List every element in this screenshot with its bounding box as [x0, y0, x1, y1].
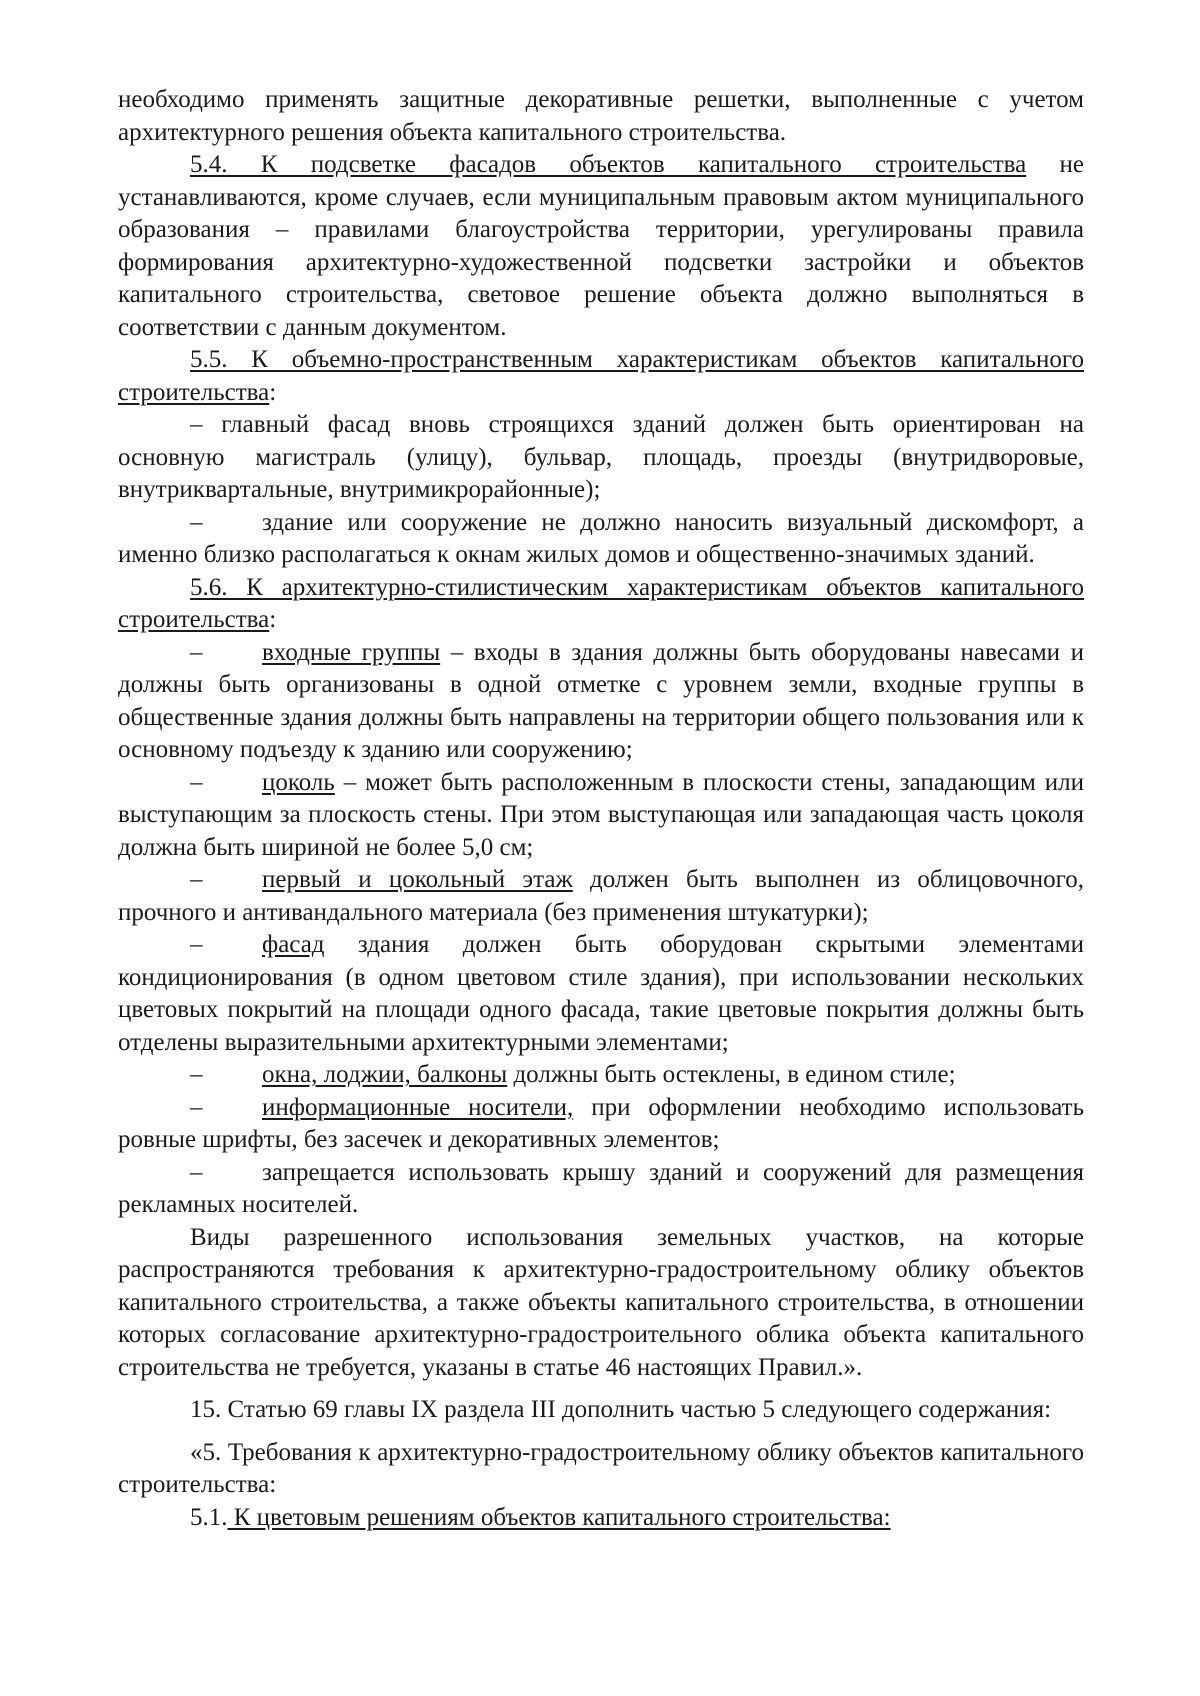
- paragraph-5-4-facade-lighting: [118, 149, 1084, 344]
- list-dash: –: [190, 768, 203, 796]
- term-facade: фасад: [262, 931, 325, 958]
- list-item-roof-advertising: [118, 1157, 1084, 1222]
- list-dash: –: [190, 1158, 203, 1186]
- term-entrance-groups: входные группы: [262, 638, 441, 666]
- text-5-5-colon: :: [269, 378, 277, 406]
- heading-5-5: 5.5. К объемно-пространственным характеристикам объектов капитального строительства: [118, 346, 1084, 406]
- list-dash: –: [190, 638, 203, 666]
- heading-5-1: К цветовым решениям объектов капитального строительства:: [227, 1503, 891, 1531]
- list-item-facade: [118, 929, 1084, 1059]
- list-item-information-carriers: [118, 1092, 1084, 1157]
- list-text: здания должен быть оборудован скрытыми элементами кондиционирования (в одном цветовом стиле здания), при использовании нескольких цветовых покрытий на площади одного фасада, такие цветовые покрытия должны быть отделены выразительными архитектурными элементами;: [118, 931, 1084, 1056]
- heading-5-6: 5.6. К архитектурно-стилистическим характеристикам объектов капитального строительства: [118, 573, 1084, 633]
- list-text: запрещается использовать крышу зданий и сооружений для размещения рекламных носителей.: [118, 1158, 1084, 1218]
- list-item-main-facade: – главный фасад вновь строящихся зданий должен быть ориентирован на основную магистраль (улицу), бульвар, площадь, проезды (внутридворовые, внутриквартальные, внутримикрорайонные);: [118, 411, 1084, 503]
- list-text: должны быть остеклены, в едином стиле;: [507, 1061, 956, 1088]
- paragraph-5-1-color: [118, 1502, 1084, 1535]
- document-page: [118, 84, 1084, 1534]
- text-5-6-colon: :: [269, 606, 277, 633]
- list-item-visual-discomfort: [118, 507, 1084, 572]
- list-dash: –: [190, 1093, 203, 1121]
- heading-5-4: 5.4. К подсветке фасадов объектов капитального строительства: [190, 151, 1027, 178]
- paragraph-5-5-spatial: [118, 344, 1084, 409]
- term-windows: окна, лоджии, балконы: [262, 1061, 508, 1088]
- paragraph-15-article-69: 15. Статью 69 главы IX раздела III дополнить частью 5 следующего содержания:: [190, 1396, 1052, 1423]
- list-dash: –: [190, 508, 203, 536]
- paragraph-permitted-use: Виды разрешенного использования земельных участков, на которые распространяются требования к архитектурно-градостроительному облику объектов капитального строительства, а также объекты капитального строительства, в отношении которых согласование архитектурно-градостроительного облика объекта капитального строительства не требуется, указаны в статье 46 настоящих Правил.».: [118, 1223, 1084, 1381]
- list-item-windows: [118, 1059, 1084, 1092]
- list-text: – может быть расположенным в плоскости стены, западающим или выступающим за плоскость стены. При этом выступающая или западающая часть цоколя должна быть шириной не более 5,0 см;: [118, 768, 1084, 861]
- list-dash: –: [190, 1061, 203, 1088]
- paragraph-requirements-5: «5. Требования к архитектурно-градостроительному облику объектов капитального строительства:: [118, 1438, 1084, 1498]
- list-dash: –: [190, 931, 203, 958]
- heading-5-1-number: 5.1.: [190, 1503, 228, 1531]
- text-5-4: не устанавливаются, кроме случаев, если муниципальным правовым актом муниципального образования – правилами благоустройства территории, урегулированы правила формирования архитектурно-художественной подсветки застройки и объектов капитального строительства, световое решение объекта должно выполняться в соответствии с данным документом.: [118, 151, 1084, 341]
- list-item-entrance-groups: [118, 637, 1084, 767]
- list-item-first-floor: [118, 864, 1084, 929]
- paragraph-5-6-stylistic: [118, 572, 1084, 637]
- term-information-carriers: информационные носители,: [262, 1093, 574, 1121]
- list-text: здание или сооружение не должно наносить визуальный дискомфорт, а именно близко располагаться к окнам жилых домов и общественно-значимых зданий.: [118, 508, 1084, 568]
- term-plinth: цоколь: [262, 768, 335, 796]
- list-item-plinth: [118, 767, 1084, 865]
- list-text: при оформлении необходимо использовать ровные шрифты, без засечек и декоративных элементов;: [118, 1093, 1084, 1153]
- paragraph-protective-grilles: необходимо применять защитные декоративные решетки, выполненные с учетом архитектурного решения объекта капитального строительства.: [118, 86, 1084, 146]
- term-first-floor: первый и цокольный этаж: [262, 866, 573, 893]
- list-dash: –: [190, 866, 203, 893]
- list-text: должен быть выполнен из облицовочного, прочного и антивандального материала (без применения штукатурки);: [118, 866, 1084, 926]
- list-text: – входы в здания должны быть оборудованы навесами и должны быть организованы в одной отметке с уровнем земли, входные группы в общественные здания должны быть направлены на территории общего пользования или к основному подъезду к зданию или сооружению;: [118, 638, 1084, 763]
